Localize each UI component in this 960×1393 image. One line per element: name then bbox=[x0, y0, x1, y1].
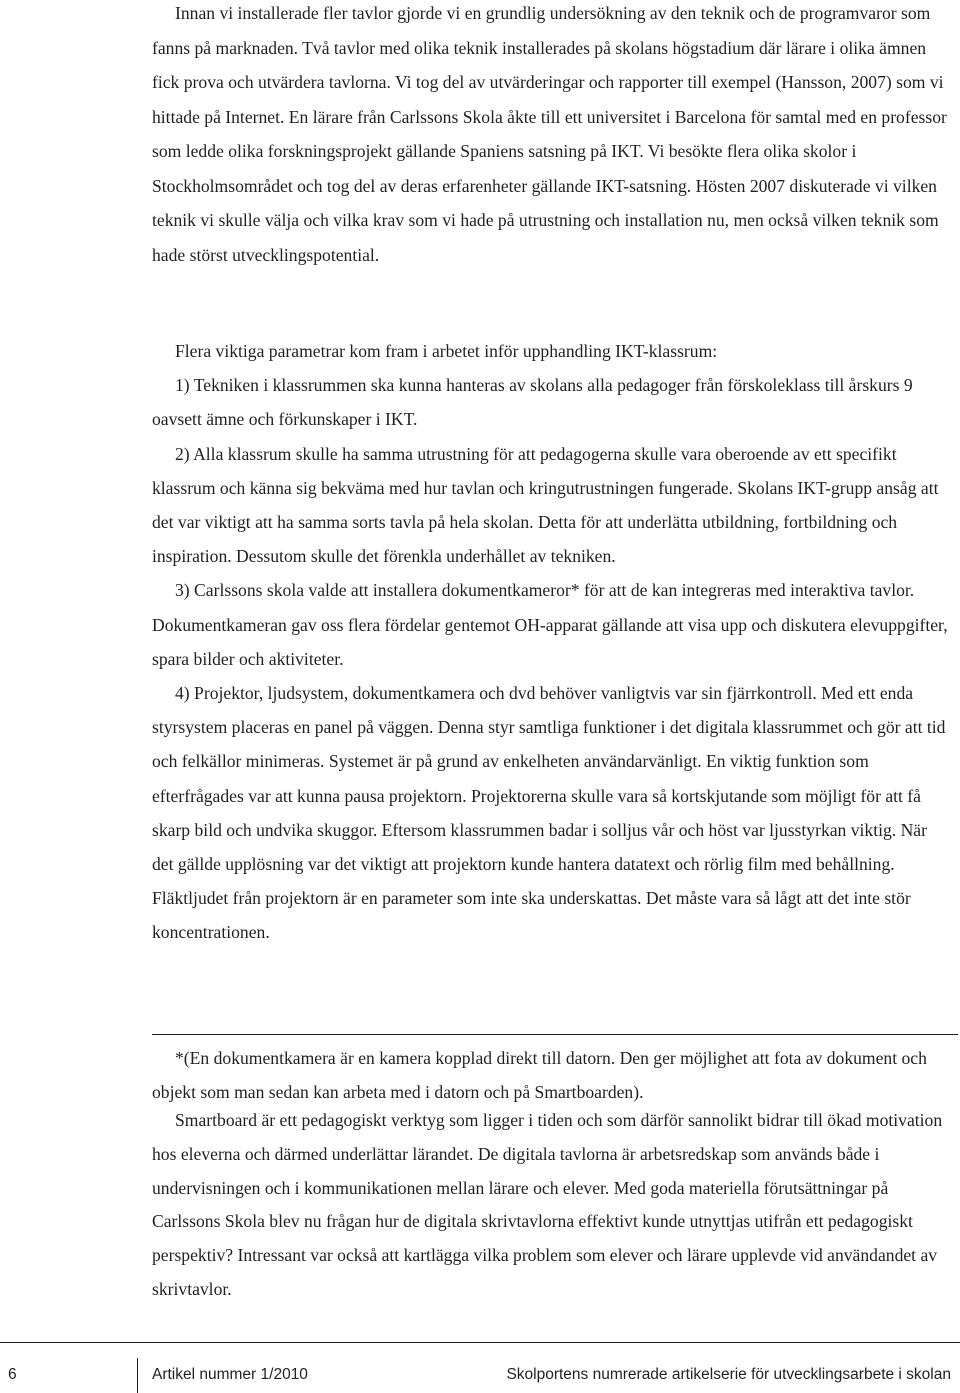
series-title: Skolportens numrerade artikelserie för utvecklingsarbete i skolan bbox=[506, 1366, 951, 1383]
parameter-1: 1) Tekniken i klassrummen ska kunna hanteras av skolans alla pedagoger från förskoleklass till årskurs 9 oavsett ämne och förkunskaper i IKT. bbox=[152, 375, 913, 430]
footer-separator bbox=[137, 1358, 138, 1393]
body-paragraph-1 bbox=[152, 0, 952, 272]
footnote-text: *(En dokumentkamera är en kamera kopplad direkt till datorn. Den ger möjlighet att fota av dokument och objekt som man sedan kan arbeta med i datorn och på Smartboarden). bbox=[152, 1048, 927, 1103]
parameters-intro: Flera viktiga parametrar kom fram i arbetet inför upphandling IKT-klassrum: bbox=[175, 341, 718, 361]
parameter-2: 2) Alla klassrum skulle ha samma utrustning för att pedagogerna skulle vara oberoende av ett specifikt klassrum och känna sig bekväma med hur tavlan och kringutrustningen fungerade. Skolans IKT-grupp ansåg att det var viktigt att ha samma sorts tavla på hela skolan. Detta för att underlätta utbildning, fortbildning och inspiration. Dessutom skulle det förenkla underhållet av tekniken. bbox=[152, 443, 939, 567]
page-number: 6 bbox=[8, 1366, 17, 1383]
footer-divider bbox=[0, 1342, 960, 1343]
parameter-3: 3) Carlssons skola valde att installera dokumentkameror* för att de kan integreras med interaktiva tavlor. Dokumentkameran gav oss flera fördelar gentemot OH-apparat gällande att visa upp och diskutera elevuppgifter, spara bilder och aktiviteter. bbox=[152, 580, 948, 669]
issue-label: Artikel nummer 1/2010 bbox=[152, 1366, 308, 1383]
parameters-section bbox=[152, 334, 952, 950]
body-paragraph-final bbox=[152, 1104, 952, 1307]
parameter-4: 4) Projektor, ljudsystem, dokumentkamera och dvd behöver vanligtvis var sin fjärrkontroll. Med ett enda styrsystem placeras en panel på väggen. Denna styr samtliga funktioner i det digitala klassrummet och gör att tid och felkällor minimeras. Systemet är på grund av enkelheten användarvänligt. En viktig funktion som efterfrågades var att kunna pausa projektorn. Projektorerna skulle vara så kortskjutande som möjligt för att få skarp bild och undvika skuggor. Eftersom klassrummen badar i solljus vår och höst var ljusstyrkan viktig. När det gällde upplösning var det viktigt att projektorn kunde hantera datatext och rörlig film med behållning. Fläktljudet från projektorn är en parameter som inte ska underskattas. Det måste vara så lågt att det inte stör koncentrationen. bbox=[152, 683, 946, 943]
footnote bbox=[152, 1041, 952, 1110]
paragraph-1-text: Innan vi installerade fler tavlor gjorde vi en grundlig undersökning av den teknik och de programvaror som fanns på marknaden. Två tavlor med olika teknik installerades på skolans högstadium där lärare i olika ämnen fick prova och utvärdera tavlorna. Vi tog del av utvärderingar och rapporter till exempel (Hansson, 2007) som vi hittade på Internet. En lärare från Carlssons Skola åkte till ett universitet i Barcelona för samtal med en professor som ledde olika forskningsprojekt gällande Spaniens satsning på IKT. Vi besökte flera olika skolor i Stockholmsområdet och tog del av deras erfarenheter gällande IKT-satsning. Hösten 2007 diskuterade vi vilken teknik vi skulle välja och vilka krav som vi hade på utrustning och installation nu, men också vilken teknik som hade störst utvecklingspotential. bbox=[152, 3, 947, 265]
paragraph-final-text: Smartboard är ett pedagogiskt verktyg som ligger i tiden och som därför sannolikt bidrar till ökad motivation hos eleverna och därmed underlättar lärandet. De digitala tavlorna är arbetsredskap som används både i undervisningen och i kommunikationen mellan lärare och elever. Med goda materiella förutsättningar på Carlssons Skola blev nu frågan hur de digitala skrivtavlorna effektivt kunde utnyttjas utifrån ett pedagogiskt perspektiv? Intressant var också att kartlägga vilka problem som elever och lärare upplevde vid användandet av skrivtavlor. bbox=[152, 1110, 943, 1299]
footnote-divider bbox=[152, 1034, 958, 1035]
